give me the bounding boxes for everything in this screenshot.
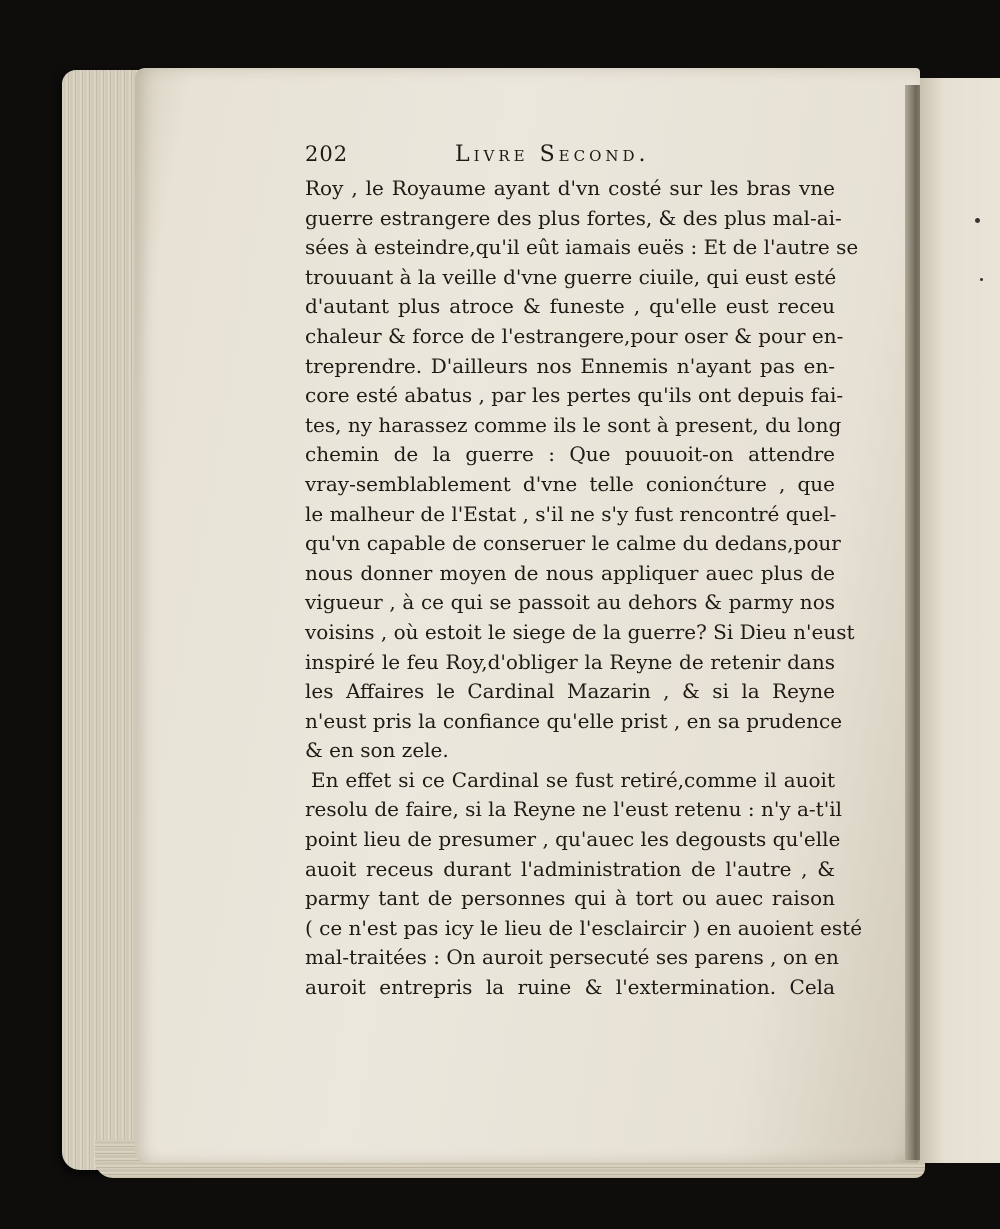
- text-line: chaleur & force de l'estrangere,pour oser & pour en-: [305, 323, 844, 348]
- text-line: mal-traitées : On auroit persecuté ses parens , on en: [305, 945, 839, 970]
- text-line: n'eust pris la confiance qu'elle prist , en sa prudence: [305, 708, 843, 733]
- page-number: 202: [305, 142, 349, 166]
- text-line: tes, ny harassez comme ils le sont à present, du long: [305, 412, 842, 437]
- text-line: vigueur , à ce qui se passoit au dehors & parmy nos: [305, 590, 835, 615]
- text-line: trouuant à la veille d'vne guerre ciuile, qui eust esté: [305, 264, 837, 289]
- text-line: point lieu de presumer , qu'auec les degousts qu'elle: [305, 827, 841, 852]
- text-line: vray-semblablement d'vne telle conionćture , que: [305, 471, 835, 496]
- text-line: les Affaires le Cardinal Mazarin , & si la Reyne: [305, 679, 835, 704]
- text-line: resolu de faire, si la Reyne ne l'eust retenu : n'y a-t'il: [305, 797, 843, 822]
- ink-spot: [980, 278, 983, 281]
- right-page: [920, 78, 1000, 1163]
- running-title: Livre Second.: [455, 142, 650, 167]
- text-line: nous donner moyen de nous appliquer auec plus de: [305, 560, 835, 585]
- text-line: auroit entrepris la ruine & l'extermination. Cela: [305, 975, 835, 1000]
- text-line: En effet si ce Cardinal se fust retiré,comme il auoit: [311, 767, 835, 792]
- text-line: le malheur de l'Estat , s'il ne s'y fust rencontré quel-: [305, 501, 837, 526]
- running-head: [305, 142, 835, 174]
- text-line: chemin de la guerre : Que pouuoit-on attendre: [305, 442, 835, 467]
- text-line: auoit receus durant l'administration de l'autre , &: [305, 856, 835, 881]
- body-text: [305, 174, 863, 1003]
- text-line: sées à esteindre,qu'il eût iamais euës : Et de l'autre se: [305, 235, 859, 260]
- text-line: treprendre. D'ailleurs nos Ennemis n'ayant pas en-: [305, 353, 835, 378]
- text-line: Roy , le Royaume ayant d'vn costé sur les bras vne: [305, 176, 835, 200]
- text-line: d'autant plus atroce & funeste , qu'elle eust receu: [305, 294, 835, 319]
- text-line: core esté abatus , par les pertes qu'ils ont depuis fai-: [305, 383, 844, 408]
- ink-spot: [975, 218, 980, 223]
- text-line: inspiré le feu Roy,d'obliger la Reyne de retenir dans: [305, 649, 835, 674]
- text-line: voisins , où estoit le siege de la guerre? Si Dieu n'eust: [305, 619, 855, 644]
- text-line: ( ce n'est pas icy le lieu de l'esclaircir ) en auoient esté: [305, 915, 863, 940]
- text-block: [305, 142, 863, 1003]
- text-line: guerre estrangere des plus fortes, & des plus mal-ai-: [305, 205, 842, 230]
- text-line: qu'vn capable de conseruer le calme du dedans,pour: [305, 531, 841, 556]
- text-line: & en son zele.: [305, 738, 449, 763]
- text-line: parmy tant de personnes qui à tort ou auec raison: [305, 886, 835, 911]
